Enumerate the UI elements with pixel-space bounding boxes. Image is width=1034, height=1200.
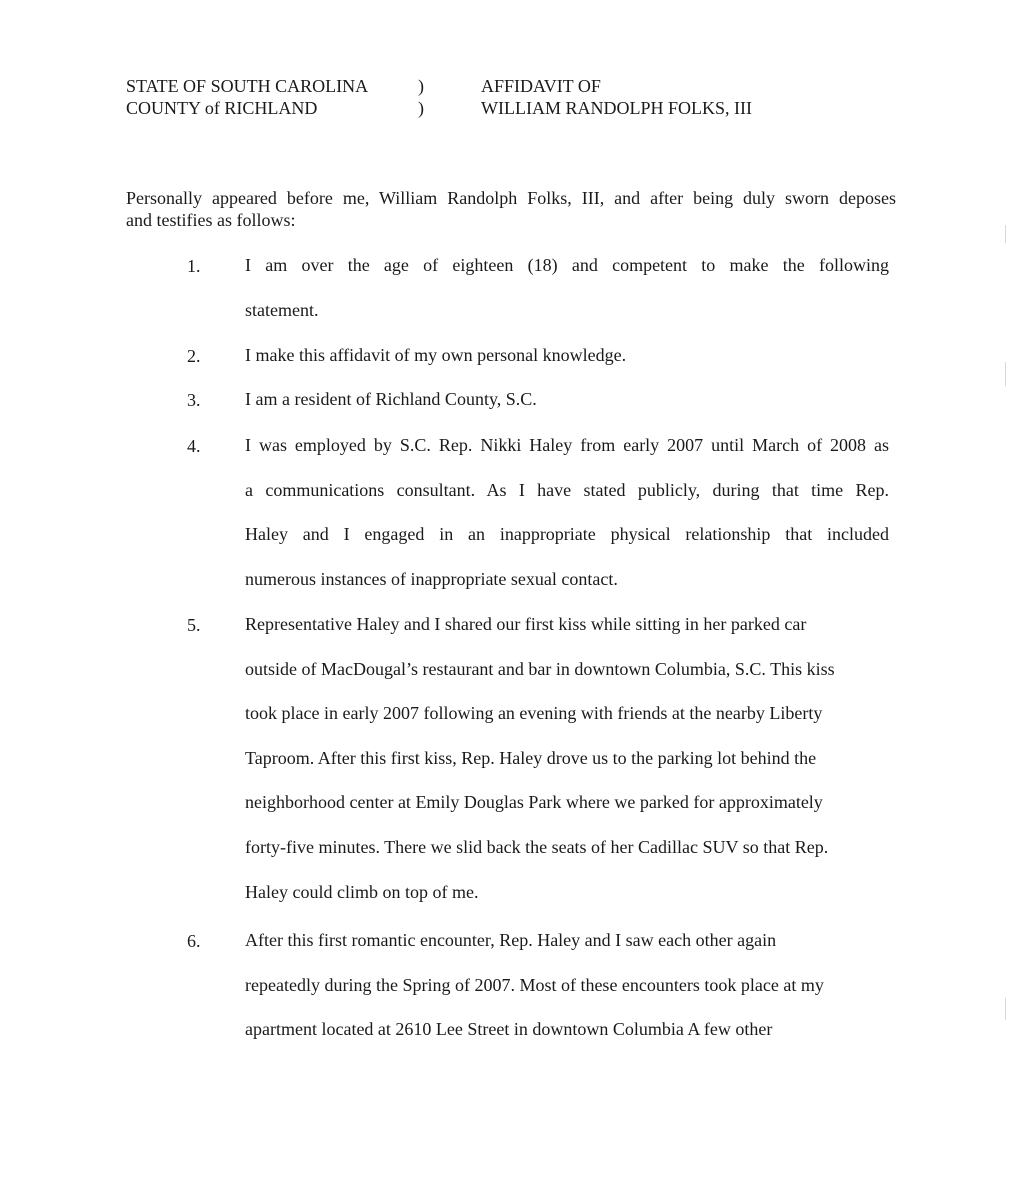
paragraph-line: I make this affidavit of my own personal knowledge. <box>245 345 627 365</box>
paragraph-line: outside of MacDougal’s restaurant and bar in downtown Columbia, S.C. This kiss <box>245 658 835 679</box>
scan-edge-mark <box>1005 362 1006 386</box>
paragraph-line: Haley and I engaged in an inappropriate physical relationship that included <box>245 524 889 545</box>
caption-paren-1: ) <box>418 76 424 96</box>
paragraph-line: forty-five minutes. There we slid back the seats of her Cadillac SUV so that Rep. <box>245 836 829 857</box>
paragraph-text <box>245 423 889 601</box>
paragraph-line: apartment located at 2610 Lee Street in downtown Columbia A few other <box>245 1019 773 1040</box>
paragraph-line: took place in early 2007 following an evening with friends at the nearby Liberty <box>245 703 823 724</box>
paragraph-line: Representative Haley and I shared our first kiss while sitting in her parked car <box>245 614 807 634</box>
paragraph-number: 2. <box>187 346 201 366</box>
caption-state-county <box>126 75 368 119</box>
paragraph-line: Taproom. After this first kiss, Rep. Haley drove us to the parking lot behind the <box>245 747 817 768</box>
caption-title-line-2: WILLIAM RANDOLPH FOLKS, III <box>481 98 752 118</box>
paragraph-line: I am over the age of eighteen (18) and competent to make the following <box>245 255 889 275</box>
paragraph-text <box>245 333 889 378</box>
paragraph-text <box>245 602 889 914</box>
paragraph-text <box>245 377 889 422</box>
intro-line-2: and testifies as follows: <box>126 210 296 230</box>
paragraph-line: I was employed by S.C. Rep. Nikki Haley from early 2007 until March of 2008 as <box>245 435 889 455</box>
scan-edge-mark <box>1005 998 1006 1020</box>
paragraph-text <box>245 243 889 332</box>
paragraph-line: numerous instances of inappropriate sexual contact. <box>245 568 618 589</box>
paragraph-number: 6. <box>187 931 201 951</box>
paragraph-line: I am a resident of Richland County, S.C. <box>245 389 537 409</box>
caption-title-line-1: AFFIDAVIT OF <box>481 76 601 96</box>
intro-line-1: Personally appeared before me, William Randolph Folks, III, and after being duly sworn deposes <box>126 188 896 208</box>
scan-edge-mark <box>1005 225 1006 243</box>
paragraph-number: 4. <box>187 436 201 456</box>
paragraph-number: 1. <box>187 256 201 276</box>
intro-paragraph <box>126 187 896 231</box>
caption-paren-2: ) <box>418 98 424 118</box>
paragraph-line: repeatedly during the Spring of 2007. Most of these encounters took place at my <box>245 974 824 995</box>
caption-title <box>481 75 752 119</box>
paragraph-line: After this first romantic encounter, Rep. Haley and I saw each other again <box>245 930 777 950</box>
paragraph-text <box>245 918 889 1052</box>
caption-parentheses <box>418 75 424 119</box>
paragraph-number: 5. <box>187 615 201 635</box>
paragraph-line: a communications consultant. As I have stated publicly, during that time Rep. <box>245 479 889 500</box>
paragraph-line: neighborhood center at Emily Douglas Park where we parked for approximately <box>245 792 823 813</box>
caption-county: COUNTY of RICHLAND <box>126 98 318 118</box>
paragraph-line: statement. <box>245 299 319 320</box>
paragraph-line: Haley could climb on top of me. <box>245 881 479 902</box>
paragraph-number: 3. <box>187 390 201 410</box>
caption-state: STATE OF SOUTH CAROLINA <box>126 76 369 96</box>
